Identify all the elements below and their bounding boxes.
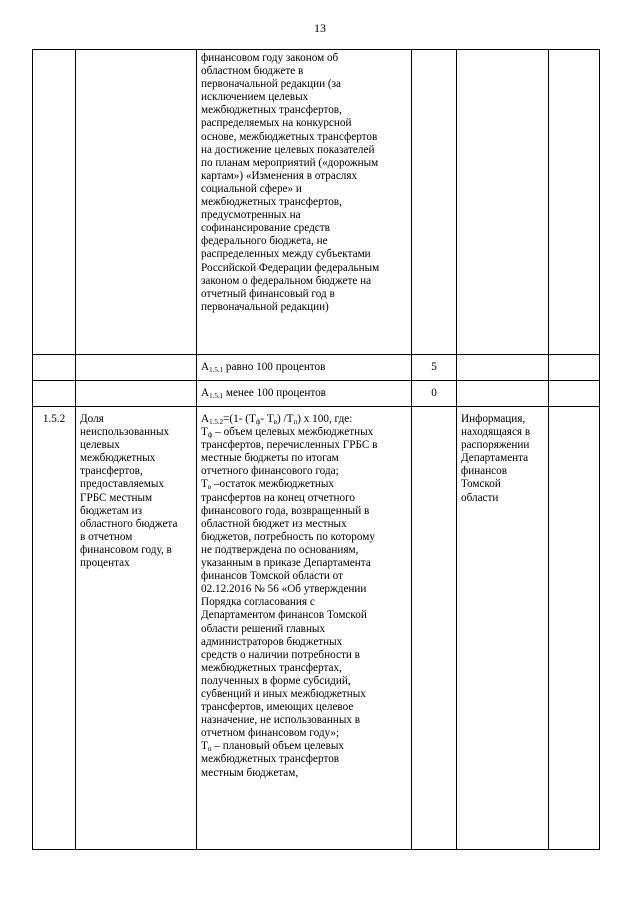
definition-symbol: T (201, 478, 208, 491)
cell-value (412, 50, 457, 355)
formula-subscript: 1.5.2 (209, 418, 224, 426)
definition-tp (201, 740, 407, 753)
text-line: федерального бюджета, не (201, 235, 328, 248)
condition-subscript: 1.5.1 (209, 391, 224, 400)
definition-subscript: в (207, 483, 212, 492)
text-line: финансовом году законом об (201, 52, 339, 64)
text-line: финансов Томской области от (201, 570, 344, 583)
text-line: в отчетном (80, 530, 133, 543)
formula-subscript: ф (255, 418, 261, 426)
text-line: трансфертов, (80, 465, 143, 478)
text-line: не подтверждена по основаниям, (201, 543, 359, 556)
cell-source (457, 355, 549, 381)
table-row-continuation (33, 50, 600, 355)
text-line: финансовом году, в (80, 543, 172, 556)
text-line: целевых (80, 439, 120, 452)
text-line: финансового года, возвращенный в (201, 504, 370, 517)
text-line: отчетном финансовом году»; (201, 727, 340, 740)
text-line: бюджетам из (80, 504, 142, 517)
text-line: Порядка согласования с (201, 596, 315, 609)
text-line: на достижение целевых показателей (201, 143, 375, 156)
table-row-condition-1 (33, 355, 600, 381)
text-line: процентах (80, 557, 130, 570)
text-line: социальной сфере» и (201, 182, 302, 195)
condition-subscript: 1.5.1 (209, 365, 224, 374)
text-line: средств о наличии потребности в (201, 648, 360, 661)
formula-part: ) /T (277, 413, 294, 425)
text-line: находящаяся в (461, 426, 531, 439)
text-line: законом о федеральном бюджете на (201, 274, 372, 287)
cell-name (76, 50, 197, 355)
cell-score-2: 0 (412, 381, 457, 407)
formula-subscript: в (273, 418, 278, 426)
text-line: межбюджетных трансфертах, (201, 661, 342, 674)
text-line: отчетный финансовый год в (201, 287, 335, 300)
text-line: Томской (461, 478, 501, 491)
cell-number (33, 355, 76, 381)
text-line: картам») «Изменения в отраслях (201, 169, 358, 182)
text-line: Российской Федерации федеральным (201, 261, 380, 274)
text-line: областного бюджета (80, 517, 178, 530)
definition-tf (201, 426, 407, 439)
text-line: Информация, (461, 413, 526, 425)
text-line: полученных в форме субсидий, (201, 674, 351, 687)
text-line: Департаментом финансов Томской (201, 609, 367, 622)
text-line: области решений главных (201, 622, 326, 635)
cell-condition-1 (197, 355, 412, 381)
text-line: Департамента (461, 452, 529, 465)
cell-score-1: 5 (412, 355, 457, 381)
cell-continuation-text (197, 50, 412, 355)
cell-indicator-source (457, 407, 549, 850)
text-line: межбюджетных (80, 452, 156, 465)
definition-text: – плановый объем целевых (211, 740, 345, 753)
formula-part: ) х 100, где: (297, 413, 353, 425)
cell-name (76, 381, 197, 407)
cell-number (33, 381, 76, 407)
cell-number (33, 50, 76, 355)
formula-line (201, 413, 407, 426)
text-line: указанным в приказе Департамента (201, 557, 371, 570)
text-line: областном бюджете в (201, 65, 304, 78)
definition-tv (201, 478, 407, 491)
cell-indicator-value (412, 407, 457, 850)
indicator-table (32, 49, 600, 850)
text-line: финансов (461, 465, 508, 478)
text-line: назначение, не использованных в (201, 714, 361, 727)
cell-indicator-name (76, 407, 197, 850)
cell-extra (549, 381, 600, 407)
text-line: распределяемых на конкурсной (201, 117, 352, 130)
text-line: первоначальной редакции (за (201, 78, 341, 91)
cell-source (457, 381, 549, 407)
definition-symbol: T (201, 740, 208, 753)
cell-condition-2 (197, 381, 412, 407)
text-line: трансфертов на конец отчетного (201, 491, 355, 504)
text-line: по планам мероприятий («дорожным (201, 156, 379, 169)
text-line: местные бюджеты по итогам (201, 452, 339, 465)
condition-text: менее 100 процентов (223, 386, 326, 399)
text-line: трансфертов, перечисленных ГРБС в (201, 439, 378, 452)
text-line: области (461, 491, 499, 504)
formula-symbol: A (201, 413, 210, 425)
table-row-152 (33, 407, 600, 850)
text-line: ГРБС местным (80, 491, 153, 504)
formula-part: =(1- (T (223, 413, 256, 425)
text-line: распределенных между субъектами (201, 248, 371, 261)
text-line: трансфертов, имеющих целевое (201, 701, 354, 714)
text-line: софинансирование средств (201, 222, 330, 235)
text-line: предоставляемых (80, 478, 164, 491)
text-line: неиспользованных (80, 426, 170, 439)
cell-source (457, 50, 549, 355)
text-line: исключением целевых (201, 91, 309, 104)
text-line: основе, межбюджетных трансфертов (201, 130, 378, 143)
text-line: областной бюджет из местных (201, 517, 347, 530)
text-line: межбюджетных трансфертов, (201, 196, 342, 209)
text-line: предусмотренных на (201, 209, 301, 222)
definition-text: – объем целевых межбюджетных (212, 426, 374, 439)
text-line: администраторов бюджетных (201, 635, 343, 648)
table-row-condition-2 (33, 381, 600, 407)
text-line: бюджетов, потребность по которому (201, 530, 375, 543)
formula-subscript: п (293, 418, 298, 426)
definition-symbol: T (201, 426, 208, 439)
condition-symbol: A (201, 360, 210, 373)
text-line: отчетного финансового года; (201, 465, 339, 478)
formula-part: - T (260, 413, 274, 425)
definition-text: –остаток межбюджетных (211, 478, 334, 491)
text-line: межбюджетных трансфертов, (201, 104, 342, 117)
cell-indicator-number: 1.5.2 (33, 407, 76, 850)
condition-text: равно 100 процентов (223, 360, 326, 373)
cell-extra (549, 50, 600, 355)
definition-subscript: ф (207, 431, 213, 440)
text-line: местным бюджетам, (201, 766, 299, 779)
definition-subscript: п (207, 745, 212, 754)
page-number: 13 (314, 21, 326, 35)
cell-name (76, 355, 197, 381)
text-line: субвенций и иных межбюджетных (201, 687, 366, 700)
cell-indicator-formula (197, 407, 412, 850)
text-line: межбюджетных трансфертов (201, 753, 340, 766)
text-line: первоначальной редакции) (201, 300, 329, 313)
text-line: Доля (80, 413, 104, 425)
text-line: распоряжении (461, 439, 530, 452)
text-line: 02.12.2016 № 56 «Об утверждении (201, 583, 367, 596)
cell-indicator-extra (549, 407, 600, 850)
condition-symbol: A (201, 386, 210, 399)
cell-extra (549, 355, 600, 381)
